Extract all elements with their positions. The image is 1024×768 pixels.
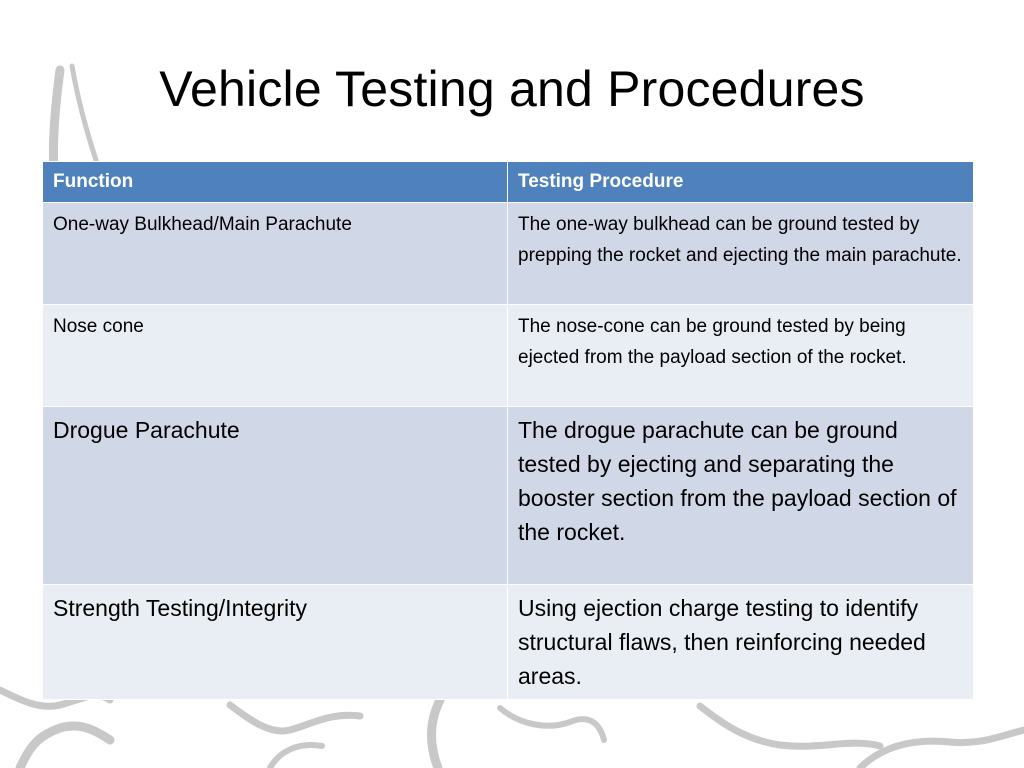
table-row	[43, 203, 974, 305]
table-header-row	[43, 162, 974, 203]
testing-procedures-table	[42, 161, 974, 700]
procedure-cell: Using ejection charge testing to identify structural flaws, then reinforcing needed areas.	[508, 585, 974, 700]
procedure-cell: The one-way bulkhead can be ground tested by prepping the rocket and ejecting the main parachute.	[508, 203, 974, 305]
procedure-cell: The nose-cone can be ground tested by being ejected from the payload section of the rocket.	[508, 305, 974, 407]
sketch-bottom-center	[431, 700, 440, 768]
function-cell: One-way Bulkhead/Main Parachute	[43, 203, 508, 305]
header-testing-procedure: Testing Procedure	[508, 162, 974, 203]
table-row	[43, 407, 974, 585]
sketch-bottom-mid-2	[270, 745, 322, 768]
sketch-bottom-right-2	[860, 730, 1024, 768]
sketch-bottom-center-2	[500, 708, 604, 740]
table-row	[43, 585, 974, 700]
function-cell: Strength Testing/Integrity	[43, 585, 508, 700]
function-cell: Nose cone	[43, 305, 508, 407]
sketch-bottom-left-2	[20, 726, 110, 768]
function-cell: Drogue Parachute	[43, 407, 508, 585]
table-row	[43, 305, 974, 407]
procedure-cell: The drogue parachute can be ground tested by ejecting and separating the booster section from the payload section of the rocket.	[508, 407, 974, 585]
sketch-bottom-mid	[230, 705, 360, 731]
header-function: Function	[43, 162, 508, 203]
sketch-bottom-right	[700, 706, 880, 746]
slide-title: Vehicle Testing and Procedures	[159, 61, 865, 117]
